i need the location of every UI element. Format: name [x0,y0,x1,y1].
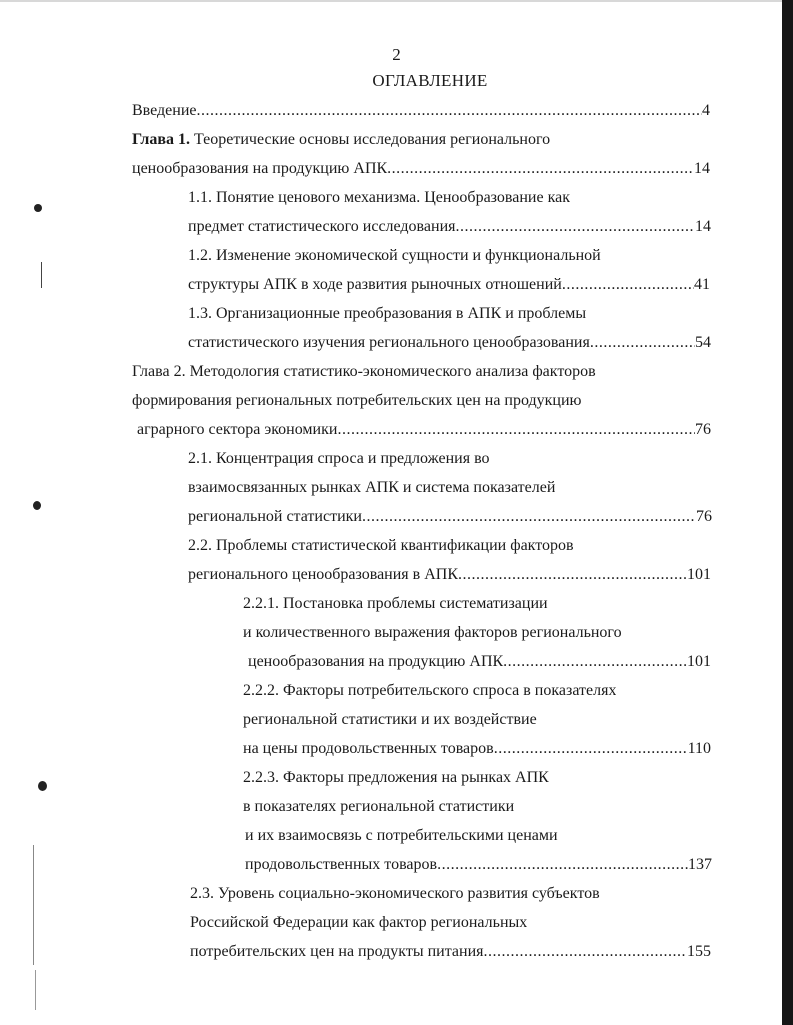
page-ref: 76 [695,421,711,438]
toc-chapter-2-title[interactable]: Глава 2. Методология статистико-экономического анализа факторов [132,363,596,380]
page-number: 2 [392,45,401,64]
toc-title: ОГЛАВЛЕНИЕ [372,71,488,90]
toc-section-1-3[interactable]: статистического изучения регионального ценообразования ..... 54 [188,332,711,354]
page-ref: 110 [687,740,711,757]
scan-mark [33,845,34,965]
toc-chapter-1[interactable]: ценообразования на продукцию АПК ..... 14 [132,158,710,180]
page-ref: 54 [695,334,711,351]
scan-top-edge [0,0,793,2]
page-ref: 155 [687,943,711,960]
scan-speck [38,781,47,791]
toc-subsection-2-2-1[interactable]: ценообразования на продукцию АПК ..... 101 [248,651,711,673]
page-ref: 101 [687,653,711,670]
toc-subsection-2-2-2-title-cont[interactable]: региональной статистики и их воздействие [243,711,537,728]
toc-section-2-1-title[interactable]: 2.1. Концентрация спроса и предложения во [188,450,490,467]
toc-section-2-3-title[interactable]: 2.3. Уровень социально-экономического развития субъектов [190,885,600,902]
scan-speck [33,501,41,510]
toc-section-1-2-title[interactable]: 1.2. Изменение экономической сущности и функциональной [188,247,601,264]
toc-entry-introduction[interactable]: Введение ..... 4 [132,100,710,122]
toc-chapter-1-title[interactable]: Глава 1. Теоретические основы исследования регионального [132,131,551,148]
toc-section-2-3-title-cont[interactable]: Российской Федерации как фактор региональных [190,914,528,931]
toc-subsection-2-2-3-title[interactable]: 2.2.3. Факторы предложения на рынках АПК [243,769,549,786]
toc-subsection-2-2-2-title[interactable]: 2.2.2. Факторы потребительского спроса в показателях [243,682,617,699]
page-ref: 101 [687,566,711,583]
toc-section-1-2[interactable]: структуры АПК в ходе развития рыночных отношений ..... 41 [188,274,710,296]
toc-section-2-1-title-cont[interactable]: взаимосвязанных рынках АПК и система показателей [188,479,556,496]
toc-section-2-2-title[interactable]: 2.2. Проблемы статистической квантификации факторов [188,537,574,554]
page-ref: 14 [695,218,711,235]
toc-subsection-2-2-1-title[interactable]: 2.2.1. Постановка проблемы систематизации [243,595,548,612]
toc-section-1-3-title[interactable]: 1.3. Организационные преобразования в АПК и проблемы [188,305,587,322]
scan-mark [35,970,36,1010]
toc-subsection-2-2-3-title-cont[interactable]: и их взаимосвязь с потребительскими ценами [245,827,558,844]
scan-speck [34,204,42,212]
page-ref: 76 [696,508,712,525]
page-ref: 41 [694,276,710,293]
page-ref: 137 [688,856,712,873]
page-ref: 4 [702,102,710,119]
scan-mark [41,262,42,288]
toc-subsection-2-2-2[interactable]: на цены продовольственных товаров ..... 110 [243,738,711,760]
page-ref: 14 [694,160,710,177]
scan-right-edge [782,0,793,1025]
toc-section-2-1[interactable]: региональной статистики ..... 76 [188,506,712,528]
toc-section-1-1-title[interactable]: 1.1. Понятие ценового механизма. Ценообразование как [188,189,570,206]
toc-section-2-3[interactable]: потребительских цен на продукты питания ..... 155 [190,941,711,963]
toc-section-2-2[interactable]: регионального ценообразования в АПК ..... 101 [188,564,711,586]
toc-chapter-2[interactable]: аграрного сектора экономики ..... 76 [137,419,711,441]
toc-chapter-2-title-cont[interactable]: формирования региональных потребительских цен на продукцию [132,392,582,409]
toc-subsection-2-2-3-title-cont[interactable]: в показателях региональной статистики [243,798,515,815]
toc-subsection-2-2-3[interactable]: продовольственных товаров ..... 137 [245,854,712,876]
toc-section-1-1[interactable]: предмет статистического исследования ..... 14 [188,216,711,238]
toc-subsection-2-2-1-title-cont[interactable]: и количественного выражения факторов регионального [243,624,622,641]
